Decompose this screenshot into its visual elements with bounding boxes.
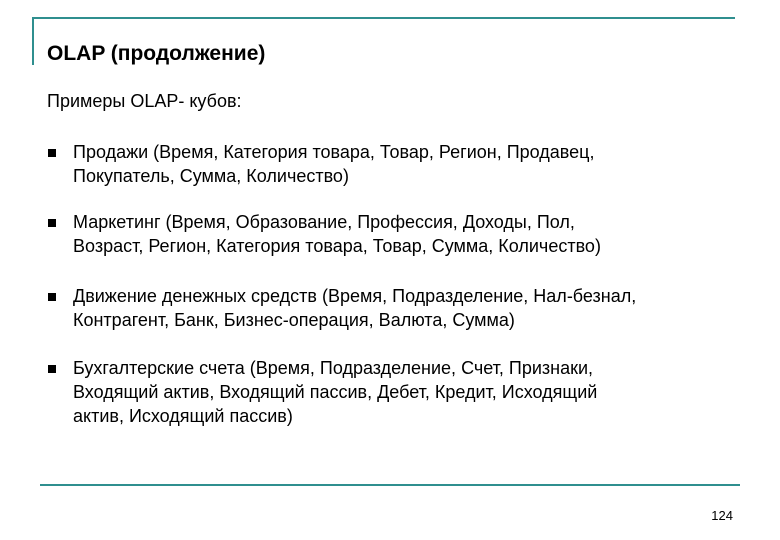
slide-subtitle: Примеры OLAP- кубов: [47,91,242,111]
bullet-text: Движение денежных средств (Время, Подразделение, Нал-безнал, Контрагент, Банк, Бизнес-операция, Валюта, Сумма) [73,286,637,330]
bullet-text: Бухгалтерские счета (Время, Подразделение, Счет, Признаки, Входящий актив, Входящий пассив, Дебет, Кредит, Исходящий актив, Исходящий пассив) [73,358,598,426]
slide-title: OLAP (продолжение) [47,42,266,65]
square-bullet-icon [48,293,56,301]
page-number: 124 [711,508,733,523]
title-frame-top-line [32,17,735,19]
square-bullet-icon [48,365,56,373]
square-bullet-icon [48,219,56,227]
bullet-text: Маркетинг (Время, Образование, Профессия, Доходы, Пол, Возраст, Регион, Категория товара, Товар, Сумма, Количество) [73,212,601,256]
square-bullet-icon [48,149,56,157]
footer-divider-line [40,484,740,486]
bullet-text: Продажи (Время, Категория товара, Товар, Регион, Продавец, Покупатель, Сумма, Количество) [73,142,595,186]
title-frame-vertical-line [32,17,34,65]
